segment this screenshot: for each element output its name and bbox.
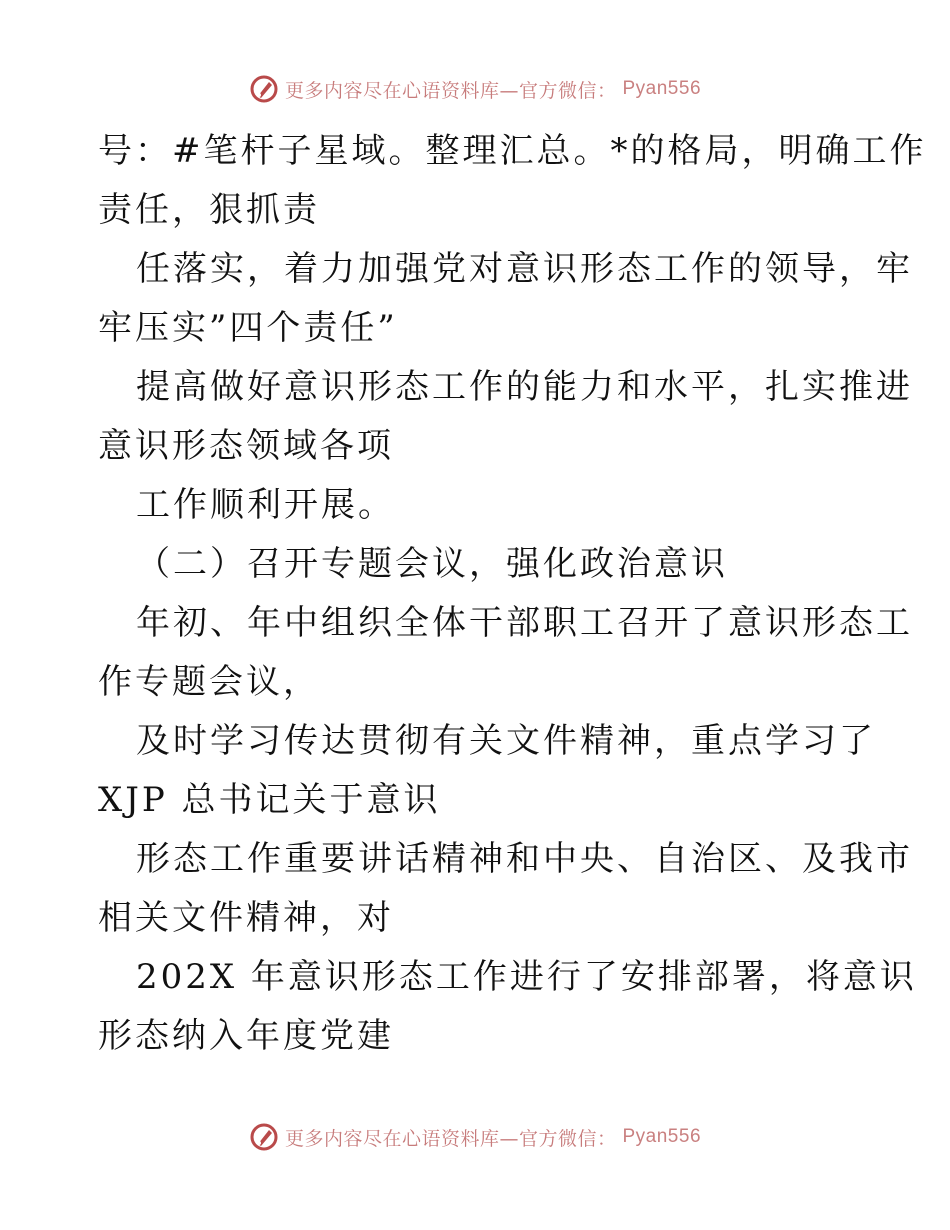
header-watermark <box>0 74 950 104</box>
text-line: 及时学习传达贯彻有关文件精神，重点学习了 <box>136 721 876 761</box>
text-line: 相关文件精神，对 <box>98 898 394 938</box>
text-line: 提高做好意识形态工作的能力和水平，扎实推进 <box>136 367 913 407</box>
watermark-text: 更多内容尽在心语资料库—官方微信： <box>284 79 617 102</box>
text-line: 任落实，着力加强党对意识形态工作的领导，牢 <box>136 249 913 289</box>
text-line: 意识形态领域各项 <box>98 426 394 466</box>
text-line: 号：#笔杆子星域。整理汇总。*的格局，明确工作 <box>98 131 927 171</box>
text-line: 形态工作重要讲话精神和中央、自治区、及我市 <box>136 839 913 879</box>
text-line: XJP 总书记关于意识 <box>98 780 441 820</box>
text-line: 作专题会议， <box>98 662 320 702</box>
text-line: 年初、年中组织全体干部职工召开了意识形态工 <box>136 603 913 643</box>
watermark-handle: Pyan556 <box>622 78 702 99</box>
footer-watermark <box>0 1122 950 1152</box>
watermark-handle: Pyan556 <box>622 1126 702 1147</box>
pen-logo-icon <box>249 1122 279 1152</box>
text-line: （二）召开专题会议，强化政治意识 <box>136 544 728 584</box>
watermark-text: 更多内容尽在心语资料库—官方微信： <box>284 1127 617 1150</box>
text-line: 形态纳入年度党建 <box>98 1016 394 1056</box>
text-line: 牢压实”四个责任” <box>98 308 398 348</box>
document-body <box>98 122 927 1066</box>
text-line: 责任，狠抓责 <box>98 190 320 230</box>
pen-logo-icon <box>249 74 279 104</box>
text-line: 工作顺利开展。 <box>136 485 395 525</box>
text-line: 202X 年意识形态工作进行了安排部署，将意识 <box>136 957 917 997</box>
